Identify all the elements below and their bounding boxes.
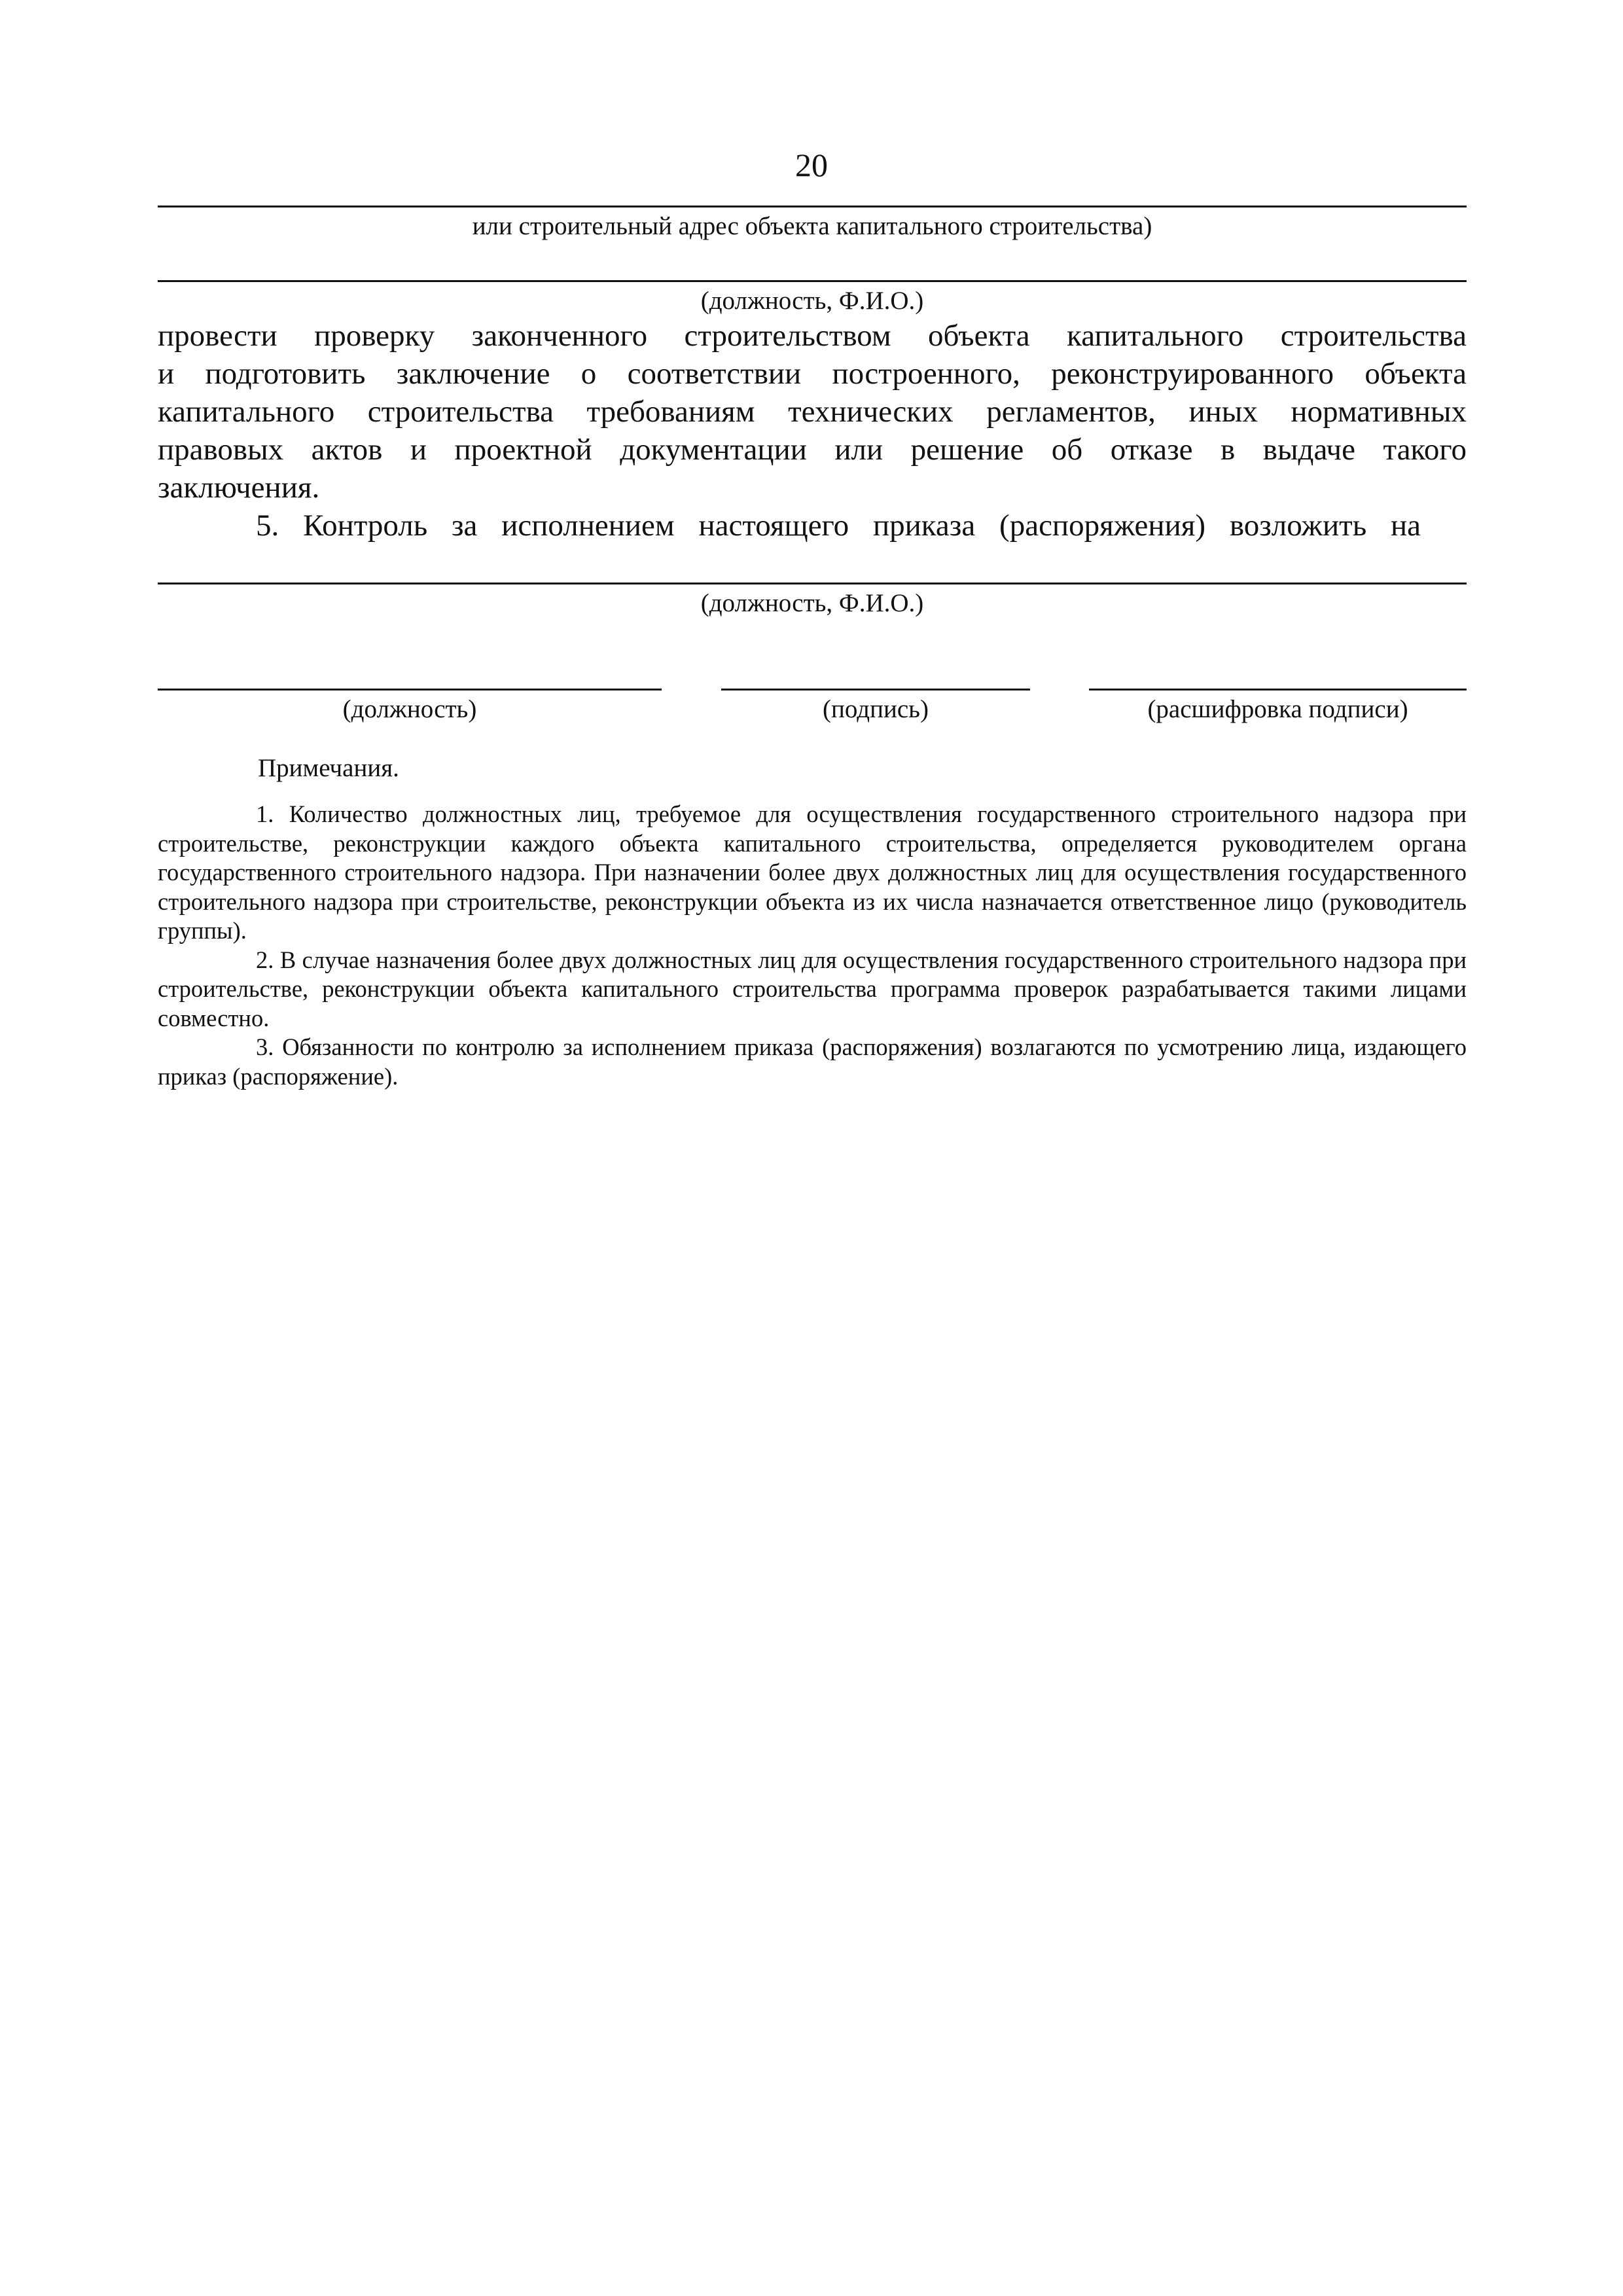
address-underline — [158, 206, 1467, 207]
check-paragraph-line: капитального строительства требованиям технических регламентов, иных нормативных — [158, 395, 1467, 429]
check-paragraph-line: заключения. — [158, 471, 320, 505]
item-5-text: 5. Контроль за исполнением настоящего приказа (распоряжения) возложить на — [256, 509, 1421, 543]
official-underline-2 — [158, 583, 1467, 584]
address-caption: или строительный адрес объекта капитального строительства) — [472, 212, 1152, 240]
check-paragraph-line: правовых актов и проектной документации или решение об отказе в выдаче такого — [158, 433, 1467, 467]
position-caption: (должность) — [342, 695, 477, 723]
official-caption-2: (должность, Ф.И.О.) — [700, 589, 924, 617]
decoding-caption: (расшифровка подписи) — [1147, 695, 1408, 723]
decoding-signature-line — [1089, 689, 1467, 691]
position-signature-line — [158, 689, 662, 691]
notes-list — [158, 800, 1467, 1091]
signature-caption: (подпись) — [823, 695, 929, 723]
signature-line — [721, 689, 1030, 691]
check-paragraph-line: провести проверку законченного строительством объекта капитального строительства — [158, 319, 1467, 353]
notes-title: Примечания. — [258, 754, 399, 782]
check-paragraph-line: и подготовить заключение о соответствии построенного, реконструированного объекта — [158, 357, 1467, 391]
check-paragraph — [158, 317, 1467, 507]
note-item: 3. Обязанности по контролю за исполнением приказа (распоряжения) возлагаются по усмотрению лица, издающего приказ (распоряжение). — [158, 1033, 1467, 1090]
page-number: 20 — [795, 147, 828, 183]
official-caption-1: (должность, Ф.И.О.) — [700, 287, 924, 315]
note-item: 1. Количество должностных лиц, требуемое для осуществления государственного строительного надзора при строительстве, реконструкции каждого объекта капитального строительства, определяется руководителем органа государственного строительного надзора. При назначении более двух должностных лиц для осуществления государственного строительного надзора при строительстве, реконструкции объекта из их числа назначается ответственное лицо (руководитель группы). — [158, 800, 1467, 944]
note-item: 2. В случае назначения более двух должностных лиц для осуществления государственного строительного надзора при строительстве, реконструкции объекта капитального строительства программа проверок разрабатывается такими лицами совместно. — [158, 946, 1467, 1031]
official-underline-1 — [158, 280, 1467, 282]
